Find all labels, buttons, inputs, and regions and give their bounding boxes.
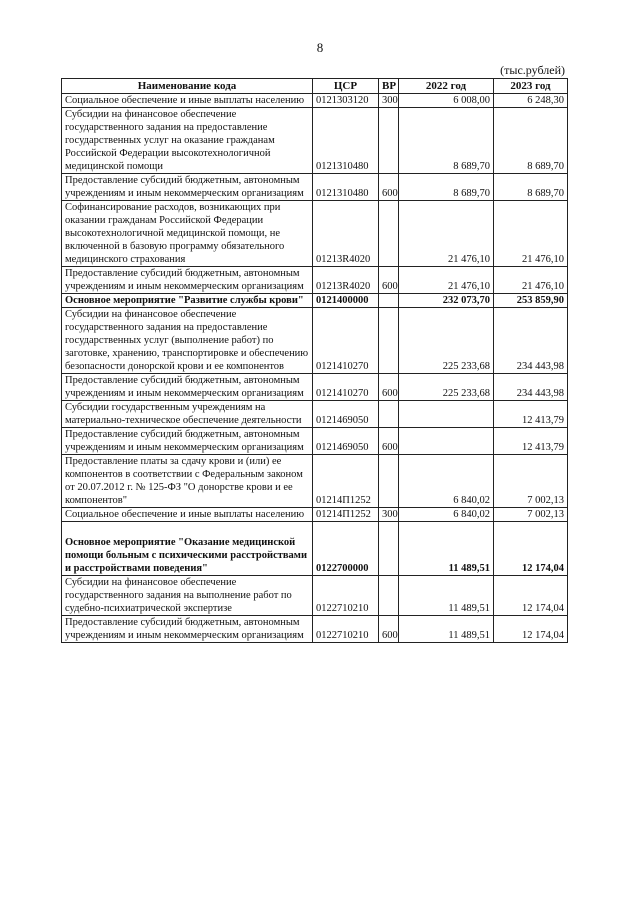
value-2022-cell bbox=[399, 401, 494, 428]
vr-cell: 600 bbox=[379, 174, 399, 201]
csr-cell: 0121303120 bbox=[313, 94, 379, 108]
table-row bbox=[62, 267, 568, 294]
csr-cell: 0122710210 bbox=[313, 576, 379, 616]
name-cell: Субсидии государственным учреждениям на материально-техническое обеспечение деятельности bbox=[62, 401, 313, 428]
value-2023-cell: 12 413,79 bbox=[494, 428, 568, 455]
vr-cell: 600 bbox=[379, 267, 399, 294]
value-2023-cell: 12 413,79 bbox=[494, 401, 568, 428]
table-row bbox=[62, 616, 568, 643]
value-2023-cell: 21 476,10 bbox=[494, 267, 568, 294]
table-row bbox=[62, 174, 568, 201]
vr-cell bbox=[379, 294, 399, 308]
header-row bbox=[62, 79, 568, 94]
csr-cell: 0121310480 bbox=[313, 108, 379, 174]
vr-cell: 300 bbox=[379, 94, 399, 108]
name-cell: Социальное обеспечение и иные выплаты населению bbox=[62, 508, 313, 522]
table-row bbox=[62, 94, 568, 108]
name-cell: Предоставление субсидий бюджетным, автономным учреждениям и иным некоммерческим организациям bbox=[62, 267, 313, 294]
name-cell: Субсидии на финансовое обеспечение государственного задания на предоставление государственных услуг (выполнение работ) по заготовке, хранению, транспортировке и обеспечению безопасности донорской крови и ее компонентов bbox=[62, 308, 313, 374]
header-vr: ВР bbox=[379, 79, 399, 94]
vr-cell: 300 bbox=[379, 508, 399, 522]
value-2023-cell: 12 174,04 bbox=[494, 522, 568, 576]
csr-cell: 01213R4020 bbox=[313, 267, 379, 294]
budget-table bbox=[61, 78, 568, 643]
value-2023-cell: 7 002,13 bbox=[494, 508, 568, 522]
value-2023-cell: 7 002,13 bbox=[494, 455, 568, 508]
table-body bbox=[62, 94, 568, 643]
value-2023-cell: 8 689,70 bbox=[494, 108, 568, 174]
table-row bbox=[62, 308, 568, 374]
csr-cell: 0121400000 bbox=[313, 294, 379, 308]
vr-cell bbox=[379, 201, 399, 267]
name-cell: Софинансирование расходов, возникающих при оказании гражданам Российской Федерации высокотехнологичной медицинской помощи, не включенной в базовую программу обязательного медицинского страхования bbox=[62, 201, 313, 267]
csr-cell: 0122710210 bbox=[313, 616, 379, 643]
csr-cell: 01213R4020 bbox=[313, 201, 379, 267]
value-2022-cell: 11 489,51 bbox=[399, 616, 494, 643]
value-2022-cell: 6 840,02 bbox=[399, 508, 494, 522]
value-2022-cell: 21 476,10 bbox=[399, 267, 494, 294]
value-2022-cell: 225 233,68 bbox=[399, 374, 494, 401]
vr-cell: 600 bbox=[379, 374, 399, 401]
page-number: 8 bbox=[316, 40, 324, 55]
header-2023: 2023 год bbox=[494, 79, 568, 94]
header-name: Наименование кода bbox=[62, 79, 313, 94]
value-2022-cell: 11 489,51 bbox=[399, 522, 494, 576]
value-2022-cell: 232 073,70 bbox=[399, 294, 494, 308]
vr-cell bbox=[379, 108, 399, 174]
csr-cell: 01214П1252 bbox=[313, 508, 379, 522]
name-cell: Предоставление субсидий бюджетным, автономным учреждениям и иным некоммерческим организациям bbox=[62, 374, 313, 401]
name-cell: Предоставление субсидий бюджетным, автономным учреждениям и иным некоммерческим организациям bbox=[62, 616, 313, 643]
name-cell: Основное мероприятие "Оказание медицинской помощи больным с психическими расстройствами и расстройствами поведения" bbox=[62, 522, 313, 576]
name-cell: Основное мероприятие "Развитие службы крови" bbox=[62, 294, 313, 308]
csr-cell: 0121310480 bbox=[313, 174, 379, 201]
csr-cell: 0121469050 bbox=[313, 401, 379, 428]
value-2023-cell: 234 443,98 bbox=[494, 308, 568, 374]
name-cell: Предоставление платы за сдачу крови и (или) ее компонентов в соответствии с Федеральным законом от 20.07.2012 г. № 125-ФЗ "О донорстве крови и ее компонентов" bbox=[62, 455, 313, 508]
value-2023-cell: 253 859,90 bbox=[494, 294, 568, 308]
header-csr: ЦСР bbox=[313, 79, 379, 94]
name-cell: Субсидии на финансовое обеспечение государственного задания на предоставление государственных услуг на оказание гражданам Российской Федерации высокотехнологичной медицинской помощи bbox=[62, 108, 313, 174]
vr-cell bbox=[379, 576, 399, 616]
table-row bbox=[62, 522, 568, 576]
value-2022-cell: 8 689,70 bbox=[399, 174, 494, 201]
value-2023-cell: 12 174,04 bbox=[494, 576, 568, 616]
table-row bbox=[62, 201, 568, 267]
vr-cell bbox=[379, 522, 399, 576]
value-2022-cell: 21 476,10 bbox=[399, 201, 494, 267]
table-row bbox=[62, 294, 568, 308]
table-row bbox=[62, 374, 568, 401]
value-2023-cell: 6 248,30 bbox=[494, 94, 568, 108]
value-2022-cell: 6 840,02 bbox=[399, 455, 494, 508]
vr-cell bbox=[379, 401, 399, 428]
value-2023-cell: 234 443,98 bbox=[494, 374, 568, 401]
vr-cell bbox=[379, 455, 399, 508]
csr-cell: 0122700000 bbox=[313, 522, 379, 576]
value-2022-cell: 6 008,00 bbox=[399, 94, 494, 108]
name-cell: Предоставление субсидий бюджетным, автономным учреждениям и иным некоммерческим организациям bbox=[62, 174, 313, 201]
csr-cell: 0121469050 bbox=[313, 428, 379, 455]
csr-cell: 01214П1252 bbox=[313, 455, 379, 508]
value-2022-cell: 11 489,51 bbox=[399, 576, 494, 616]
value-2022-cell bbox=[399, 428, 494, 455]
csr-cell: 0121410270 bbox=[313, 374, 379, 401]
table-row bbox=[62, 455, 568, 508]
header-2022: 2022 год bbox=[399, 79, 494, 94]
name-cell: Предоставление субсидий бюджетным, автономным учреждениям и иным некоммерческим организациям bbox=[62, 428, 313, 455]
table-row bbox=[62, 428, 568, 455]
table-row bbox=[62, 508, 568, 522]
vr-cell: 600 bbox=[379, 616, 399, 643]
name-cell: Социальное обеспечение и иные выплаты населению bbox=[62, 94, 313, 108]
value-2022-cell: 8 689,70 bbox=[399, 108, 494, 174]
csr-cell: 0121410270 bbox=[313, 308, 379, 374]
value-2023-cell: 12 174,04 bbox=[494, 616, 568, 643]
table-row bbox=[62, 576, 568, 616]
vr-cell: 600 bbox=[379, 428, 399, 455]
vr-cell bbox=[379, 308, 399, 374]
value-2023-cell: 8 689,70 bbox=[494, 174, 568, 201]
value-2023-cell: 21 476,10 bbox=[494, 201, 568, 267]
value-2022-cell: 225 233,68 bbox=[399, 308, 494, 374]
units-note: (тыс.рублей) bbox=[500, 63, 565, 77]
table-row bbox=[62, 108, 568, 174]
table-row bbox=[62, 401, 568, 428]
name-cell: Субсидии на финансовое обеспечение государственного задания на выполнение работ по судебно-психиатрической экспертизе bbox=[62, 576, 313, 616]
